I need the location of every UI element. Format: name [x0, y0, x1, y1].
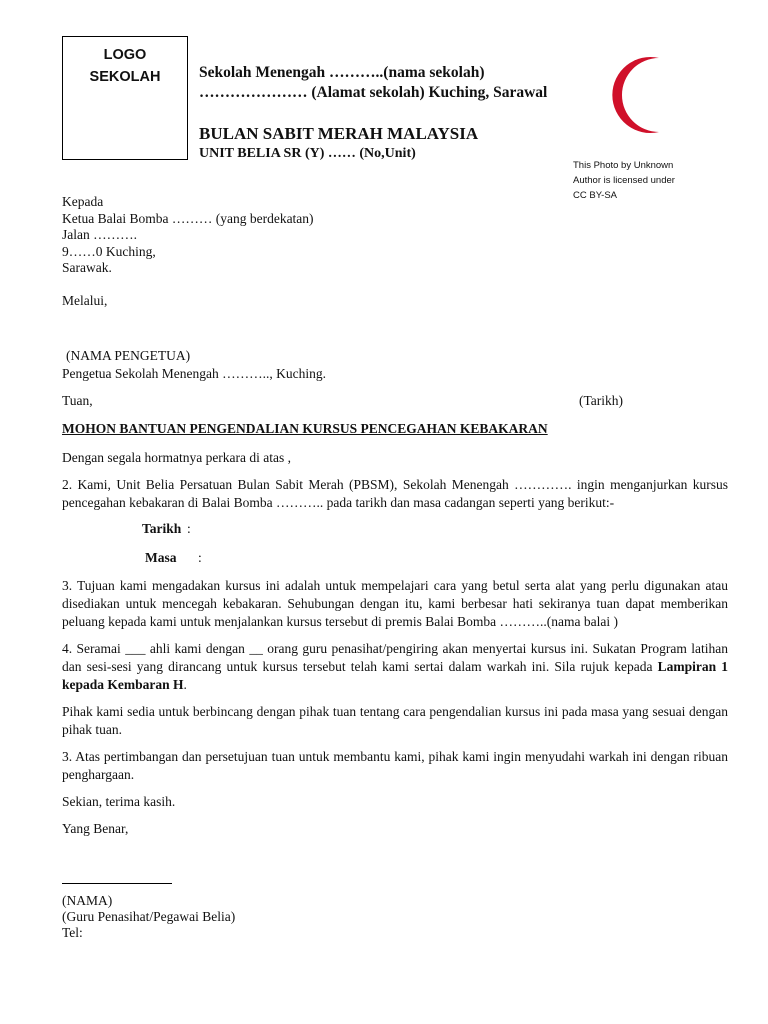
- yang-benar: Yang Benar,: [62, 821, 129, 836]
- paragraph-5: Pihak kami sedia untuk berbincang dengan pihak tuan tentang cara pengendalian kursus ini pada masa yang sesuai dengan pihak tuan.: [62, 704, 728, 737]
- attachment-reference: Lampiran 1 kepada Kembaran H: [62, 659, 729, 692]
- signature-block: [62, 893, 235, 941]
- paragraph-4-text: 4. Seramai ___ ahli kami dengan __ orang guru penasihat/pengiring akan menyertai kursus ini. Sukatan Program latihan dan sesi-sesi yang dirancang untuk kursus tersebut telah kami sertai dalam warkah ini. Sila rujuk kepada: [62, 641, 728, 674]
- signature-line: [62, 883, 172, 884]
- letter-subject: MOHON BANTUAN PENGENDALIAN KURSUS PENCEGAHAN KEBAKARAN: [62, 421, 548, 436]
- date-placeholder: (Tarikh): [579, 393, 624, 408]
- paragraph-4-end: .: [183, 677, 187, 692]
- masa-label: Masa: [145, 550, 177, 565]
- school-logo-placeholder: [62, 36, 188, 160]
- image-credit: [573, 158, 703, 203]
- recipient-line: Kepada: [62, 194, 104, 209]
- closing-line: Sekian, terima kasih.: [62, 794, 176, 809]
- signer-role: (Guru Penasihat/Pegawai Belia): [62, 909, 236, 924]
- paragraph-4: [62, 640, 728, 694]
- organization-name: BULAN SABIT MERAH MALAYSIA: [199, 124, 479, 143]
- recipient-address: [62, 194, 314, 277]
- paragraph-3: 3. Tujuan kami mengadakan kursus ini adalah untuk mempelajari cara yang betul serta alat yang perlu digunakan atau disediakan untuk mencegah kebakaran. Sehubungan dengan itu, kami berbesar hati sekiranya tuan dapat memberikan peluang kepada kami untuk menjalankan kursus tersebut di premis Balai Bomba ………..(nama balai ): [62, 578, 728, 629]
- paragraph-6: 3. Atas pertimbangan dan persetujuan tuan untuk membantu kami, pihak kami ingin menyudahi warkah ini dengan ribuan penghargaan.: [62, 749, 728, 782]
- recipient-line: 9……0 Kuching,: [62, 243, 156, 259]
- principal-name: (NAMA PENGETUA): [66, 348, 191, 363]
- principal-title: Pengetua Sekolah Menengah ……….., Kuching.: [62, 366, 326, 381]
- opening-line: Dengan segala hormatnya perkara di atas ,: [62, 450, 292, 465]
- tarikh-colon: :: [187, 521, 191, 536]
- school-address: ………………… (Alamat sekolah) Kuching, Sarawal: [199, 84, 548, 101]
- image-credit-line: Author is licensed under: [573, 175, 675, 186]
- signer-tel: Tel:: [62, 925, 83, 940]
- image-credit-line: This Photo by Unknown: [573, 160, 674, 171]
- salutation: Tuan,: [62, 393, 93, 408]
- tarikh-label: Tarikh: [142, 521, 182, 536]
- masa-colon: :: [198, 550, 202, 565]
- image-credit-line: CC BY-SA: [573, 190, 617, 201]
- signer-name: (NAMA): [62, 893, 113, 908]
- recipient-line: Jalan ……….: [62, 227, 137, 242]
- logo-line-1: LOGO: [103, 47, 147, 63]
- paragraph-2: 2. Kami, Unit Belia Persatuan Bulan Sabit Merah (PBSM), Sekolah Menengah …………. ingin menganjurkan kursus pencegahan kebakaran di Balai Bomba ……….. pada tarikh dan masa cadangan seperti yang berikut:-: [62, 477, 728, 510]
- recipient-line: Ketua Balai Bomba ……… (yang berdekatan): [62, 210, 314, 226]
- unit-name: UNIT BELIA SR (Y) …… (No,Unit): [199, 146, 416, 161]
- red-crescent-icon: [603, 54, 667, 136]
- logo-line-2: SEKOLAH: [89, 69, 161, 85]
- via-label: Melalui,: [62, 293, 108, 308]
- school-name: Sekolah Menengah ………..(nama sekolah): [199, 64, 485, 81]
- recipient-line: Sarawak.: [62, 260, 112, 275]
